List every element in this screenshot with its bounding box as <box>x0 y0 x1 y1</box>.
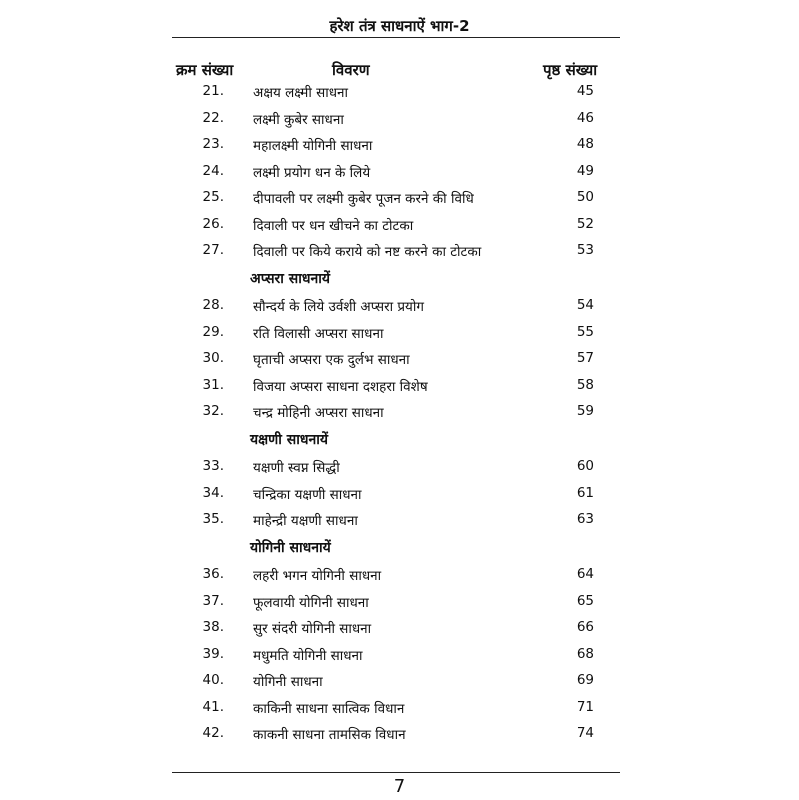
entry-description: अक्षय लक्ष्मी साधना <box>253 85 349 101</box>
table-row <box>0 506 799 533</box>
entry-number: 25. <box>202 189 224 205</box>
section-title: यक्षणी साधनायें <box>250 431 328 448</box>
entry-number: 26. <box>202 215 224 232</box>
entry-description: दिवाली पर धन खीचने का टोटका <box>253 217 414 234</box>
header-rule <box>172 37 620 38</box>
entry-number: 40. <box>202 672 224 688</box>
section-title: अप्सरा साधनायें <box>250 270 330 287</box>
entry-page: 69 <box>576 672 594 688</box>
entry-page: 59 <box>576 403 594 419</box>
entry-number: 38. <box>202 619 224 635</box>
entry-description: काकनी साधना तामसिक विधान <box>253 727 406 743</box>
entry-page: 71 <box>576 698 594 715</box>
table-row <box>0 720 799 747</box>
entry-page: 63 <box>576 511 594 527</box>
entry-description: सुर संदरी योगिनी साधना <box>253 621 372 637</box>
entry-number: 23. <box>202 136 224 152</box>
entry-page: 74 <box>576 725 594 741</box>
entry-number: 36. <box>202 566 224 582</box>
entry-page: 65 <box>576 592 594 609</box>
table-row <box>0 480 799 507</box>
table-row <box>0 105 799 132</box>
table-row <box>0 319 799 346</box>
entry-page: 66 <box>576 619 594 635</box>
entry-number: 42. <box>202 725 224 741</box>
entry-description: काकिनी साधना सात्विक विधान <box>253 700 405 717</box>
column-header-page: पृष्ठ संख्या <box>543 61 598 79</box>
entry-number: 31. <box>202 376 224 393</box>
entry-number: 41. <box>202 698 224 715</box>
entry-page: 46 <box>576 109 594 126</box>
entry-description: लक्ष्मी प्रयोग धन के लिये <box>253 164 371 181</box>
table-row <box>0 292 799 319</box>
entry-description: रति विलासी अप्सरा साधना <box>253 325 384 342</box>
entry-number: 27. <box>202 242 224 258</box>
section-heading-row <box>0 533 799 562</box>
table-row <box>0 667 799 694</box>
entry-description: लक्ष्मी कुबेर साधना <box>253 111 344 128</box>
table-row <box>0 614 799 641</box>
column-header-number: क्रम संख्या <box>176 61 234 79</box>
entry-number: 30. <box>202 350 224 366</box>
entry-description: सौन्दर्य के लिये उर्वशी अप्सरा प्रयोग <box>253 299 424 315</box>
entry-description: चन्द्रिका यक्षणी साधना <box>253 486 362 503</box>
entry-number: 21. <box>202 83 224 99</box>
entry-description: माहेन्द्री यक्षणी साधना <box>253 513 358 529</box>
section-heading-row <box>0 264 799 293</box>
entry-number: 35. <box>202 511 224 527</box>
entry-number: 37. <box>202 592 224 609</box>
entry-page: 64 <box>576 566 594 582</box>
column-header-description: विवरण <box>332 61 370 79</box>
entry-page: 48 <box>576 136 594 152</box>
entry-page: 68 <box>576 645 594 662</box>
entry-description: विजया अप्सरा साधना दशहरा विशेष <box>253 378 428 395</box>
entry-number: 29. <box>202 323 224 340</box>
entry-description: दिवाली पर किये कराये को नष्ट करने का टोटका <box>253 244 482 260</box>
entry-description: लहरी भगन योगिनी साधना <box>253 568 382 584</box>
table-row <box>0 131 799 158</box>
table-row <box>0 372 799 399</box>
entry-description: दीपावली पर लक्ष्मी कुबेर पूजन करने की विधि <box>253 191 474 207</box>
table-row <box>0 237 799 264</box>
table-row <box>0 694 799 721</box>
table-row <box>0 345 799 372</box>
entry-page: 53 <box>576 242 594 258</box>
entry-description: मधुमति योगिनी साधना <box>253 647 363 664</box>
footer-rule <box>172 772 620 773</box>
entry-page: 45 <box>576 83 594 99</box>
entry-page: 61 <box>576 484 594 501</box>
entry-description: चन्द्र मोहिनी अप्सरा साधना <box>253 405 384 421</box>
section-title: योगिनी साधनायें <box>250 539 331 556</box>
table-row <box>0 561 799 588</box>
contents-table <box>0 78 799 747</box>
entry-description: यक्षणी स्वप्न सिद्धी <box>253 460 340 476</box>
table-row <box>0 78 799 105</box>
entry-number: 32. <box>202 403 224 419</box>
entry-number: 24. <box>202 162 224 179</box>
table-row <box>0 588 799 615</box>
table-row <box>0 158 799 185</box>
entry-page: 54 <box>576 297 594 313</box>
page-number: 7 <box>393 776 406 797</box>
entry-page: 57 <box>576 350 594 366</box>
table-row <box>0 398 799 425</box>
entry-number: 34. <box>202 484 224 501</box>
entry-number: 33. <box>202 458 224 474</box>
entry-number: 39. <box>202 645 224 662</box>
entry-page: 49 <box>576 162 594 179</box>
entry-page: 60 <box>576 458 594 474</box>
running-header: हरेश तंत्र साधनाऐं भाग-2 <box>329 17 470 35</box>
entry-description: महालक्ष्मी योगिनी साधना <box>253 138 373 154</box>
entry-description: फूलवायी योगिनी साधना <box>253 594 369 611</box>
entry-page: 52 <box>576 215 594 232</box>
table-row <box>0 211 799 238</box>
entry-page: 55 <box>576 323 594 340</box>
entry-description: योगिनी साधना <box>253 674 323 690</box>
entry-description: घृताची अप्सरा एक दुर्लभ साधना <box>253 352 410 368</box>
entry-page: 50 <box>576 189 594 205</box>
entry-number: 28. <box>202 297 224 313</box>
table-row <box>0 184 799 211</box>
section-heading-row <box>0 425 799 454</box>
entry-page: 58 <box>576 376 594 393</box>
table-row <box>0 641 799 668</box>
table-row <box>0 453 799 480</box>
entry-number: 22. <box>202 109 224 126</box>
